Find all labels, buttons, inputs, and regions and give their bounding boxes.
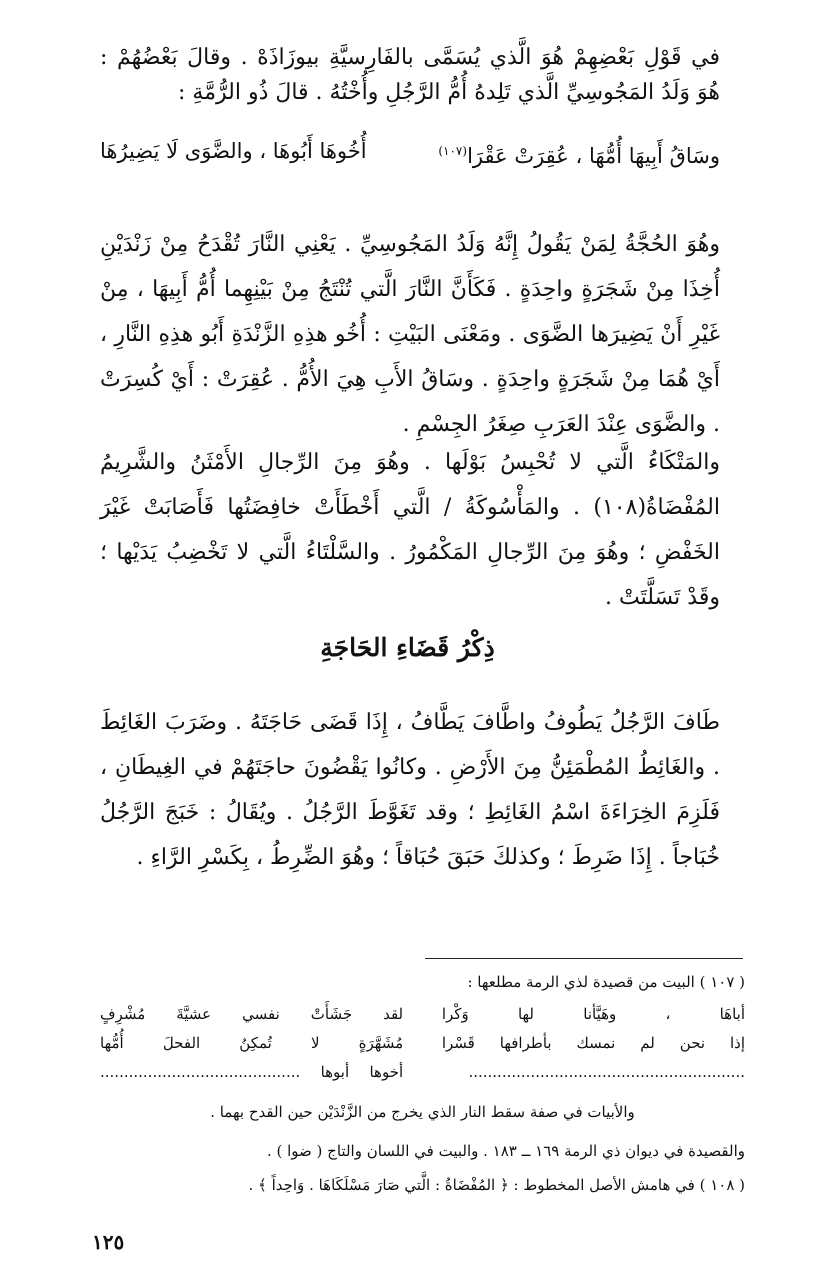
section-heading: ذِكْرُ قَضَاءِ الحَاجَةِ: [320, 633, 495, 662]
page-number: ١٢٥: [92, 1230, 125, 1254]
verse-hemistich-left-text: وسَاقُ أَبِيهَا أُمُّهَا ، عُقِرَتْ عَقْرَا: [467, 144, 720, 168]
footnote-verse-row: [100, 1000, 745, 1029]
poem-verse: [100, 136, 720, 171]
paragraph-relieving: طَافَ الرَّجُلُ يَطُوفُ واطَّافَ يَطَّافُ ، إِذَا قَضَى حَاجَتَهُ . وضَرَبَ الغَائِطَ . والغَائِطُ المُطْمَئِنُّ مِنَ الأَرْضِ . وكانُوا يَقْضُونَ حاجَتَهُمْ في الغِيطَانِ ، فَلَزِمَ الخِرَاءَةَ اسْمُ الغَائِطِ ؛ وقد تَغَوَّطَ الرَّجُلُ . ويُقَالُ : خَبَجَ الرَّجُلُ خُبَاجاً . إِذَا ضَرِطَ ؛ وكذلكَ حَبَقَ حُبَاقاً ؛ وهُوَ الضِّرِطُ ، بِكَسْرِ الرَّاءِ .: [100, 710, 720, 870]
footnote-108: ( ١٠٨ ) في هامش الأصل المخطوط : ﴿ المُفْضَاةُ : الَّتي صَارَ مَسْلَكَاهَا . وَاحِداً ﴾ .: [248, 1176, 745, 1194]
footnote-107-source: والقصيدة في ديوان ذي الرمة ١٦٩ ــ ١٨٣ . والبيت في اللسان والتاج ( ضوا ) .: [266, 1142, 745, 1160]
footnote-107-intro: ( ١٠٧ ) البيت من قصيدة لذي الرمة مطلعها :: [467, 973, 745, 991]
footnote-verse-row: [100, 1058, 745, 1087]
footnote-verse-right: أخوها أبوها ..........................................: [100, 1063, 404, 1081]
opening-paragraph: في قَوْلِ بَعْضِهِمْ هُوَ الَّذي يُسَمَّى بالفَارِسيَّةِ بيوزَاذَهْ . وقالَ بَعْضُهُمْ : هُوَ وَلَدُ المَجُوسِيِّ الَّذي تَلِدهُ أُمُّ الرَّجُلِ وأُخْتُهُ . قالَ ذُو الرُّمَّةِ :: [100, 45, 720, 105]
paragraph-women-terms: والمَتْكَاءُ الَّتي لا تُحْبِسُ بَوْلَها . وهُوَ مِنَ الرِّجالِ الأَمْثَنُ والشَّرِيمُ المُفْضَاةُ(١٠٨) . والمَأْسُوكَةُ / الَّتي أَخْطَأَتْ خافِضَتُها فَأَصَابَتْ غَيْرَ الخَفْضِ ؛ وهُوَ مِنَ الرِّجالِ المَكْمُورُ . والسَّلْتَاءُ الَّتي لا تَخْضِبُ يَدَيْها ؛ وقَدْ تَسَلَّتَتْ .: [100, 450, 720, 610]
footnote-107-note: والأبيات في صفة سقط النار الذي يخرج من الزَّنْدَيْن حين القدح بهما .: [210, 1103, 635, 1121]
footnote-verse-left: ..........................................................: [468, 1063, 745, 1081]
footnote-107-verses: [100, 1000, 745, 1087]
footnote-divider: [425, 958, 743, 959]
verse-hemistich-right: أُخُوهَا أَبُوهَا ، والضَّوَى لَا يَضِيرُهَا: [100, 139, 367, 163]
footnote-verse-right: لقد جَشَأَتْ نفسي عشيَّةَ مُشْرِفٍ: [100, 1005, 404, 1023]
footnote-marker-107[interactable]: (١٠٧): [438, 144, 468, 158]
footnote-verse-left: أباهَا ، وهَيَّأنا لها وَكْرا: [441, 1005, 745, 1023]
footnote-verse-right: مُشَهَّرَةٍ لا تُمكِنُ الفحلَ أُمُّها: [100, 1034, 404, 1052]
verse-hemistich-left: [438, 136, 720, 171]
footnote-verse-row: [100, 1029, 745, 1058]
paragraph-explanation: وهُوَ الحُجَّةُ لِمَنْ يَقُولُ إِنَّهُ وَلَدُ المَجُوسِيِّ . يَعْنِي النَّارَ تُقْدَحُ مِنْ زَنْدَيْنِ أُخِذَا مِنْ شَجَرَةٍ واحِدَةٍ . فَكَأَنَّ النَّارَ الَّتي تُنْتَجُ مِنْ بَيْنِهِما أُمُّ أَبِيهَا ، مِنْ غَيْرِ أَنْ يَضِيرَها الضَّوَى . ومَعْنَى البَيْتِ : أُخُو هذِهِ الزَّنْدَةِ أَبُو هذِهِ النَّارِ ، أَيْ هُمَا مِنْ شَجَرَةٍ واحِدَةٍ . وسَاقُ الأَبِ هِيَ الأُمُّ . عُقِرَتْ : أَيْ كُسِرَتْ . والضَّوَى عِنْدَ العَرَبِ صِغَرُ الجِسْمِ .: [100, 232, 720, 437]
footnote-verse-left: إذا نحن لم نمسك بأطرافها قَسْرا: [441, 1034, 745, 1052]
